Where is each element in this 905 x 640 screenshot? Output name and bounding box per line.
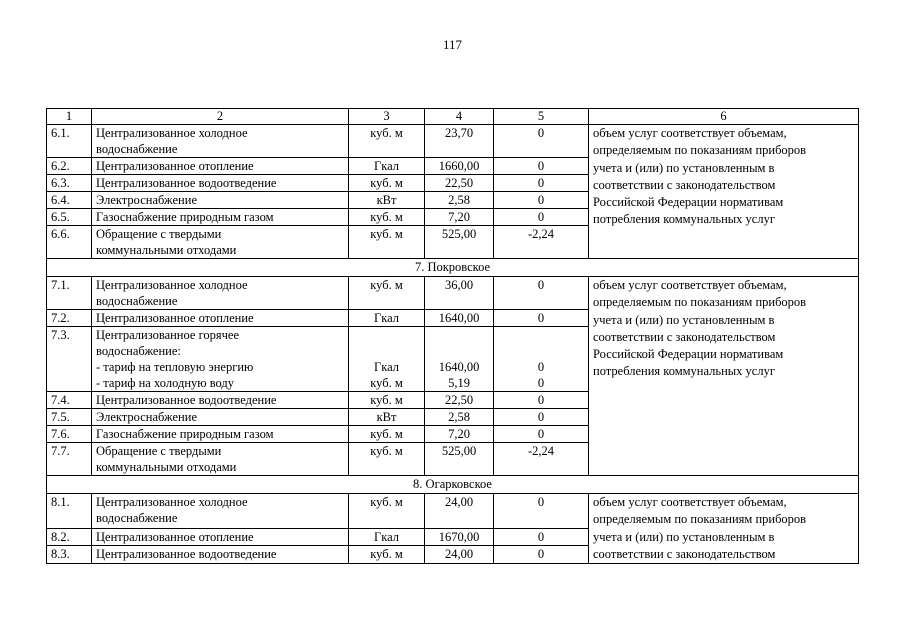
value-cell: 0 [494, 175, 589, 192]
service-name: Централизованное водоотведение [92, 392, 349, 409]
table-row [47, 125, 859, 158]
value-cell: 0 [494, 546, 589, 564]
value-cell: 24,00 [425, 494, 494, 529]
note-line: потребления коммунальных услуг [593, 212, 775, 227]
unit-cell: Гкал [349, 158, 425, 175]
value-cell: 7,20 [425, 209, 494, 226]
section-row [47, 259, 859, 277]
row-number: 6.2. [47, 158, 92, 175]
row-number: 7.2. [47, 310, 92, 327]
value-cell: 0 [494, 426, 589, 443]
value-cell: 22,50 [425, 175, 494, 192]
tariff-table [46, 108, 859, 564]
row-number: 7.5. [47, 409, 92, 426]
value-line: 0 [537, 376, 545, 390]
service-name-line: Централизованное горячее [96, 328, 240, 342]
note-cell [589, 494, 859, 564]
service-name [92, 226, 349, 259]
service-name-line: - тариф на тепловую энергию [96, 360, 254, 374]
row-number: 8.2. [47, 528, 92, 546]
unit-cell: Гкал [349, 310, 425, 327]
value-cell: 23,70 [425, 125, 494, 158]
unit-cell: куб. м [349, 277, 425, 310]
value-cell: 0 [494, 392, 589, 409]
note-line: объем услуг соответствует объемам, [593, 278, 787, 292]
service-name-line: водоснабжение [96, 142, 178, 156]
row-number: 7.3. [47, 327, 92, 392]
value-cell: -2,24 [494, 443, 589, 476]
service-name-line: водоснабжение: [96, 344, 181, 358]
service-name [92, 277, 349, 310]
note-line: определяемым по показаниям приборов [593, 143, 807, 158]
column-header: 4 [425, 109, 494, 125]
service-name [92, 125, 349, 158]
table-header-row [47, 109, 859, 125]
unit-cell: Гкал [349, 528, 425, 546]
service-name: Газоснабжение природным газом [92, 209, 349, 226]
service-name [92, 494, 349, 529]
service-name [92, 327, 349, 392]
table-row [47, 494, 859, 529]
service-name: Централизованное отопление [92, 310, 349, 327]
note-line: определяемым по показаниям приборов [593, 295, 807, 310]
section-title: 8. Огарковское [47, 476, 859, 494]
note-cell [589, 277, 859, 476]
unit-cell: куб. м [349, 494, 425, 529]
row-number: 6.1. [47, 125, 92, 158]
unit-cell: кВт [349, 192, 425, 209]
value-cell: 0 [494, 277, 589, 310]
service-name-line: коммунальными отходами [96, 460, 237, 474]
note-line: учета и (или) по установленным в [593, 160, 775, 175]
page-number: 117 [442, 37, 463, 52]
column-header: 2 [92, 109, 349, 125]
value-cell: 2,58 [425, 409, 494, 426]
service-name-line: - тариф на холодную воду [96, 376, 235, 390]
service-name: Централизованное водоотведение [92, 175, 349, 192]
note-line: потребления коммунальных услуг [593, 364, 775, 379]
value-cell: 36,00 [425, 277, 494, 310]
unit-cell [349, 327, 425, 392]
value-cell: -2,24 [494, 226, 589, 259]
value-line: 5,19 [448, 376, 470, 390]
value-cell: 22,50 [425, 392, 494, 409]
note-cell [589, 125, 859, 259]
value-cell [425, 327, 494, 392]
service-name-line: Обращение с твердыми [96, 227, 222, 241]
note-line: соответствии с законодательством [593, 546, 776, 561]
table-row [47, 277, 859, 310]
service-name: Электроснабжение [92, 409, 349, 426]
column-header: 6 [589, 109, 859, 125]
note-line: Российской Федерации нормативам [593, 347, 784, 362]
section-title: 7. Покровское [47, 259, 859, 277]
unit-cell: кВт [349, 409, 425, 426]
row-number: 7.6. [47, 426, 92, 443]
value-cell: 0 [494, 494, 589, 529]
service-name-line: коммунальными отходами [96, 243, 237, 257]
unit-cell: куб. м [349, 226, 425, 259]
value-cell: 0 [494, 192, 589, 209]
service-name-line: Централизованное холодное [96, 495, 248, 509]
value-cell: 0 [494, 125, 589, 158]
value-cell: 0 [494, 310, 589, 327]
note-line: объем услуг соответствует объемам, [593, 495, 787, 509]
note-line: учета и (или) по установленным в [593, 312, 775, 327]
value-cell: 2,58 [425, 192, 494, 209]
note-line: Российской Федерации нормативам [593, 195, 784, 210]
unit-line: Гкал [373, 360, 399, 374]
service-name-line: Централизованное холодное [96, 278, 248, 292]
column-header: 3 [349, 109, 425, 125]
column-header: 5 [494, 109, 589, 125]
unit-cell: куб. м [349, 392, 425, 409]
row-number: 7.1. [47, 277, 92, 310]
value-cell: 24,00 [425, 546, 494, 564]
row-number: 7.7. [47, 443, 92, 476]
unit-cell: куб. м [349, 125, 425, 158]
service-name-line: водоснабжение [96, 294, 178, 308]
service-name-line: Обращение с твердыми [96, 444, 222, 458]
value-cell: 1670,00 [425, 528, 494, 546]
row-number: 6.6. [47, 226, 92, 259]
value-line: 1640,00 [438, 360, 480, 374]
row-number: 6.3. [47, 175, 92, 192]
value-cell: 0 [494, 209, 589, 226]
row-number: 6.5. [47, 209, 92, 226]
value-cell: 0 [494, 528, 589, 546]
unit-cell: куб. м [349, 209, 425, 226]
value-cell: 525,00 [425, 443, 494, 476]
service-name: Газоснабжение природным газом [92, 426, 349, 443]
value-line: 0 [537, 360, 545, 374]
value-cell: 7,20 [425, 426, 494, 443]
service-name: Электроснабжение [92, 192, 349, 209]
service-name-line: водоснабжение [96, 511, 178, 525]
note-line: объем услуг соответствует объемам, [593, 126, 787, 140]
column-header: 1 [47, 109, 92, 125]
service-name-line: Централизованное холодное [96, 126, 248, 140]
value-cell: 1660,00 [425, 158, 494, 175]
row-number: 7.4. [47, 392, 92, 409]
section-row [47, 476, 859, 494]
unit-line: куб. м [370, 376, 403, 390]
unit-cell: куб. м [349, 443, 425, 476]
value-cell: 525,00 [425, 226, 494, 259]
row-number: 8.3. [47, 546, 92, 564]
row-number: 6.4. [47, 192, 92, 209]
note-line: учета и (или) по установленным в [593, 529, 775, 544]
service-name [92, 443, 349, 476]
value-cell [494, 327, 589, 392]
note-line: соответствии с законодательством [593, 177, 776, 192]
service-name: Централизованное отопление [92, 158, 349, 175]
note-line: соответствии с законодательством [593, 329, 776, 344]
unit-cell: куб. м [349, 546, 425, 564]
value-cell: 1640,00 [425, 310, 494, 327]
note-line: определяемым по показаниям приборов [593, 512, 807, 527]
unit-cell: куб. м [349, 175, 425, 192]
row-number: 8.1. [47, 494, 92, 529]
value-cell: 0 [494, 409, 589, 426]
value-cell: 0 [494, 158, 589, 175]
service-name: Централизованное отопление [92, 528, 349, 546]
service-name: Централизованное водоотведение [92, 546, 349, 564]
unit-cell: куб. м [349, 426, 425, 443]
